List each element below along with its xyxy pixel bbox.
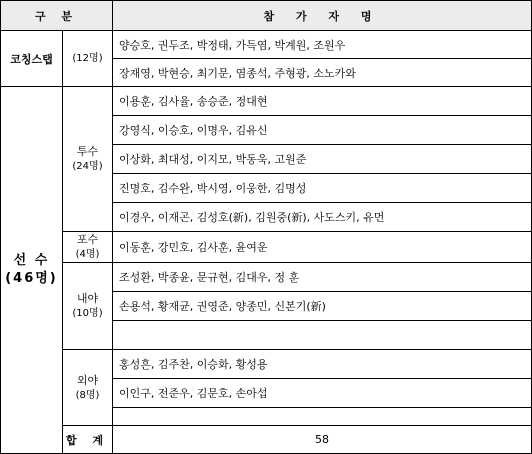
infielders-label: [63, 263, 113, 350]
catcher-row: [1, 232, 532, 263]
coaching-row: [1, 31, 532, 59]
pitcher-names-row: 진명호, 김수완, 박시영, 이웅한, 김명성: [113, 174, 532, 203]
outfielders-count: (8명): [75, 389, 100, 401]
pitcher-names-row: 이경우, 이재곤, 김성호(新), 김원중(新), 사도스키, 유먼: [113, 203, 532, 232]
players-count: (46명): [5, 271, 58, 286]
total-label: 합 계: [63, 426, 113, 454]
pitchers-label-text: 투수: [76, 145, 99, 158]
coaching-names-row: 장재영, 박현승, 최기문, 염종석, 주형광, 소노카와: [113, 59, 532, 87]
total-value: 58: [113, 426, 532, 454]
outfielder-row: [1, 350, 532, 379]
outfielder-names-row-empty: [113, 408, 532, 426]
infielder-names-row: 손용석, 황재균, 권영준, 양종민, 신본기(新): [113, 292, 532, 321]
pitcher-names-row: 강영식, 이승호, 이명우, 김유신: [113, 116, 532, 145]
coaching-staff-label: 코칭스탭: [1, 31, 63, 87]
catchers-count: (4명): [75, 249, 100, 260]
outfielders-label-text: 외야: [76, 373, 99, 387]
catchers-label: [63, 232, 113, 263]
pitcher-names-row: 이용훈, 김사율, 송승준, 정대현: [113, 87, 532, 116]
pitcher-row: [1, 87, 532, 116]
catchers-label-text: 포수: [76, 233, 99, 246]
outfielder-names-row: 홍성흔, 김주찬, 이승화, 황성용: [113, 350, 532, 379]
players-label: [1, 87, 63, 454]
players-label-text: 선 수: [13, 253, 50, 268]
coaching-names-row: 양승호, 권두조, 박정태, 가득염, 박계원, 조원우: [113, 31, 532, 59]
header-row: [1, 1, 532, 31]
participants-header: 참 가 자 명: [113, 1, 532, 31]
outfielder-names-row: 이인구, 전준우, 김문호, 손아섭: [113, 379, 532, 408]
category-header: 구 분: [1, 1, 113, 31]
infielder-names-row: 조성환, 박종윤, 문규현, 김대우, 정 훈: [113, 263, 532, 292]
infielder-row: [1, 263, 532, 292]
pitchers-label: [63, 87, 113, 232]
outfielders-label: [63, 350, 113, 426]
infielders-label-text: 내야: [76, 292, 99, 305]
infielders-count: (10명): [72, 308, 103, 319]
infielder-names-row: [113, 321, 532, 350]
catcher-names-row: 이동훈, 강민호, 김사훈, 윤여운: [113, 232, 532, 263]
pitcher-names-row: 이상화, 최대성, 이지모, 박동욱, 고원준: [113, 145, 532, 174]
coaching-staff-count: (12명): [63, 31, 113, 87]
pitchers-count: (24명): [72, 161, 103, 172]
